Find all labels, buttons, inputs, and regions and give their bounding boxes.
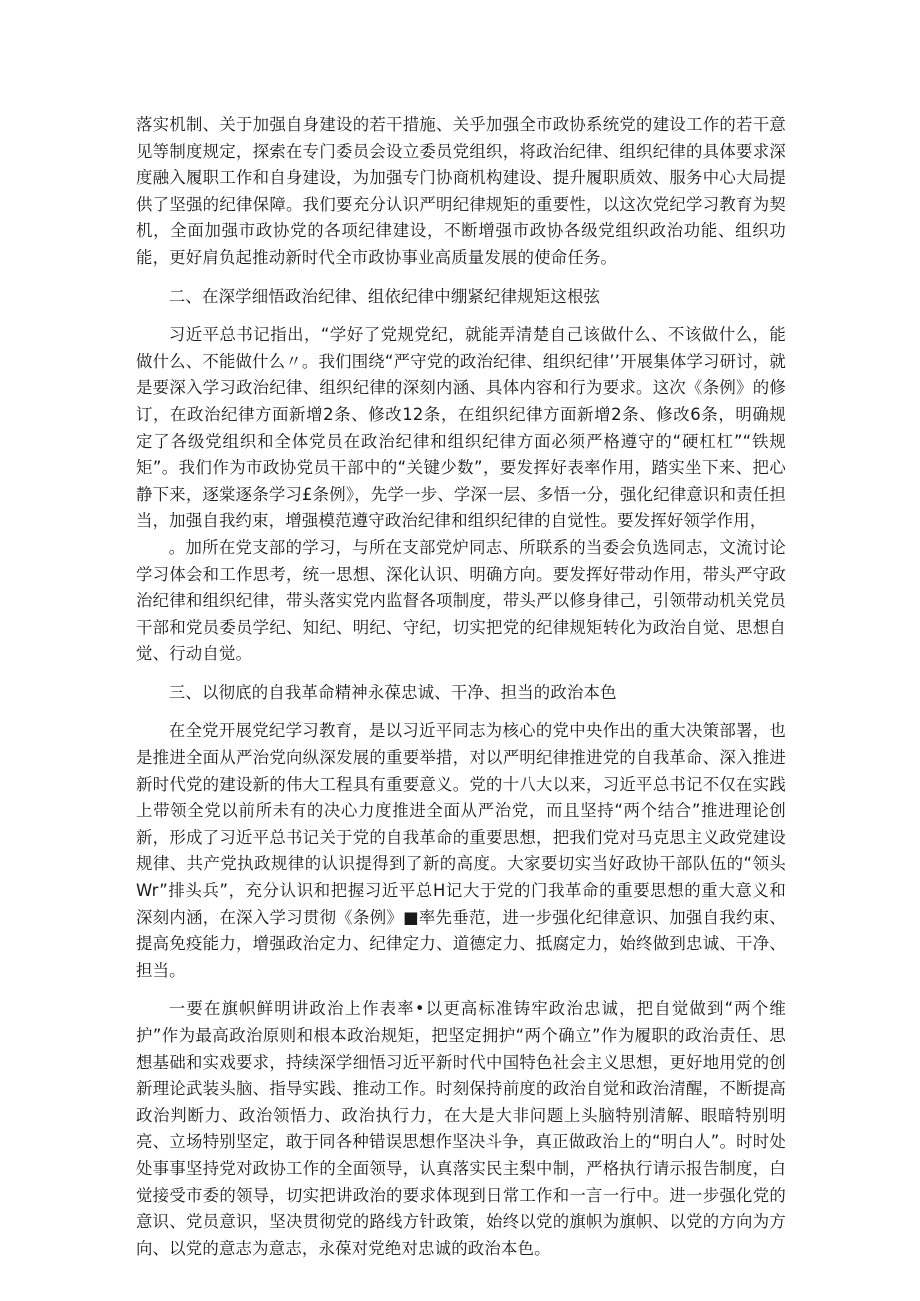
section-heading-3: 三、以彻底的自我革命精神永葆忠诚、干净、担当的政治本色 — [168, 682, 617, 702]
section-heading-2: 二、在深学细悟政治纪律、组依纪律中绷紧纪律规矩这根弦 — [168, 286, 601, 306]
paragraph-1: 落实机制、关于加强自身建设的若干措施、关乎加强全市政协系统党的建设工作的若干意见等制度规定，探索在专门委员会设立委员党组织，将政治纪律、组织纪律的具体要求深度融入履职工作和自身建设，为加强专门协商机构建设、提升履职质效、服务中心大局提供了坚强的纪律保障。我们要充分认识严明纪律规矩的重要性，以这次党纪学习教育为契机，全面加强市政协党的各项纪律建设，不断增强市政协各级党组织政治功能、组织功能，更好肩负起推动新时代全市政协事业高质量发展的使命任务。 — [136, 115, 786, 267]
document-body — [136, 112, 786, 1262]
paragraph-4: 在全党开展党纪学习教育，是以习近平同志为核心的党中央作出的重大决策部署，也是推进全面从严治党向纵深发展的重要举措，对以严明纪律推进党的自我革命、深入推进新时代党的建设新的伟大工程具有重要意义。党的十八大以来，习近平总书记不仅在实践上带领全党以前所未有的决心力度推进全面从严治党，而且坚持“两个结合”推进理论创新，形成了习近平总书记关于党的自我革命的重要思想，把我们党对马克思主义政党建设规律、共产党执政规律的认识提得到了新的高度。大家要切实当好政协干部队伍的“领头Wr”排头兵”，充分认识和把握习近平总H记大于党的门我革命的重要思想的重大意义和深刻内涵，在深入学习贯彻《条例》■率先垂范，进一步强化纪律意识、加强自我约束、提高免疫能力，增强政治定力、纪律定力、道德定力、抵腐定力，始终做到忠诚、干净、担当。 — [136, 721, 786, 980]
paragraph-3: 。加所在党支部的学习，与所在支部党炉同志、所联系的当委会负选同志，文流讨论学习体会和工作思考，统一思想、深化认识、明确方向。要发挥好带动作用，带头严守政治纪律和组织纪律，带头落实党内监督各项制度，带头严以修身律己，引领带动机关党员干部和党员委员学纪、知纪、明纪、守纪，切实把党的纪律规矩转化为政治自觉、思想自觉、行动自觉。 — [136, 537, 786, 664]
paragraph-5: 一要在旗帜鲜明讲政治上作表率•以更高标准铸牢政治忠诚，把自觉做到“两个维护”作为最高政治原则和根本政治规矩，把坚定拥护“两个确立”作为履职的政治责任、思想基础和实戏要求，持续深学细悟习近平新时代中国特色社会主义思想，更好地用党的创新理论武装头脑、指导实践、推动工作。时刻保持前度的政治自觉和政治清醒，不断提高政治判断力、政治领悟力、政治执行力，在大是大非问题上头脑特别清解、眼暗特别明亮、立场特别坚定，敢于同各种错误思想作坚决斗争，真正做政治上的“明白人”。时时处处事事坚持党对政协工作的全面领导，认真落实民主梨中制，严格执行请示报告制度，白觉接受市委的领导，切实把讲政治的要求体现到日常工作和一言一行中。进一步强化党的意识、党员意识，坚决贯彻党的路线方针政策，始终以党的旗帜为旗帜、以党的方向为方向、以党的意志为意志，永葆对党绝对忠诚的政治本色。 — [136, 999, 786, 1258]
paragraph-2: 习近平总书记指出，“学好了党规党纪，就能弄清楚自己该做什么、不该做什么，能做什么、不能做什么〃。我们围绕“严守党的政治纪律、组织纪律’’开展集体学习研讨，就是要深入学习政治纪律、组织纪律的深刻内涵、具体内容和行为要求。这次《条例》的修订，在政治纪律方面新增2条、修改12条，在组织纪律方面新增2条、修改6条，明确规定了各级党组织和全体党员在政治纪律和组织纪律方面必须严格遵守的“硬杠杠”“铁规矩”。我们作为市政协党员干部中的“关键少数”，要发挥好表率作用，踏实坐下来、把心静下来，逐棠逐条学习£条例》，先学一步、学深一层、多悟一分，强化纪律意识和责任担当，加强自我约束，增强模范遵守政治纪律和组织纪律的自觉性。要发挥好领学作用， — [136, 325, 786, 531]
